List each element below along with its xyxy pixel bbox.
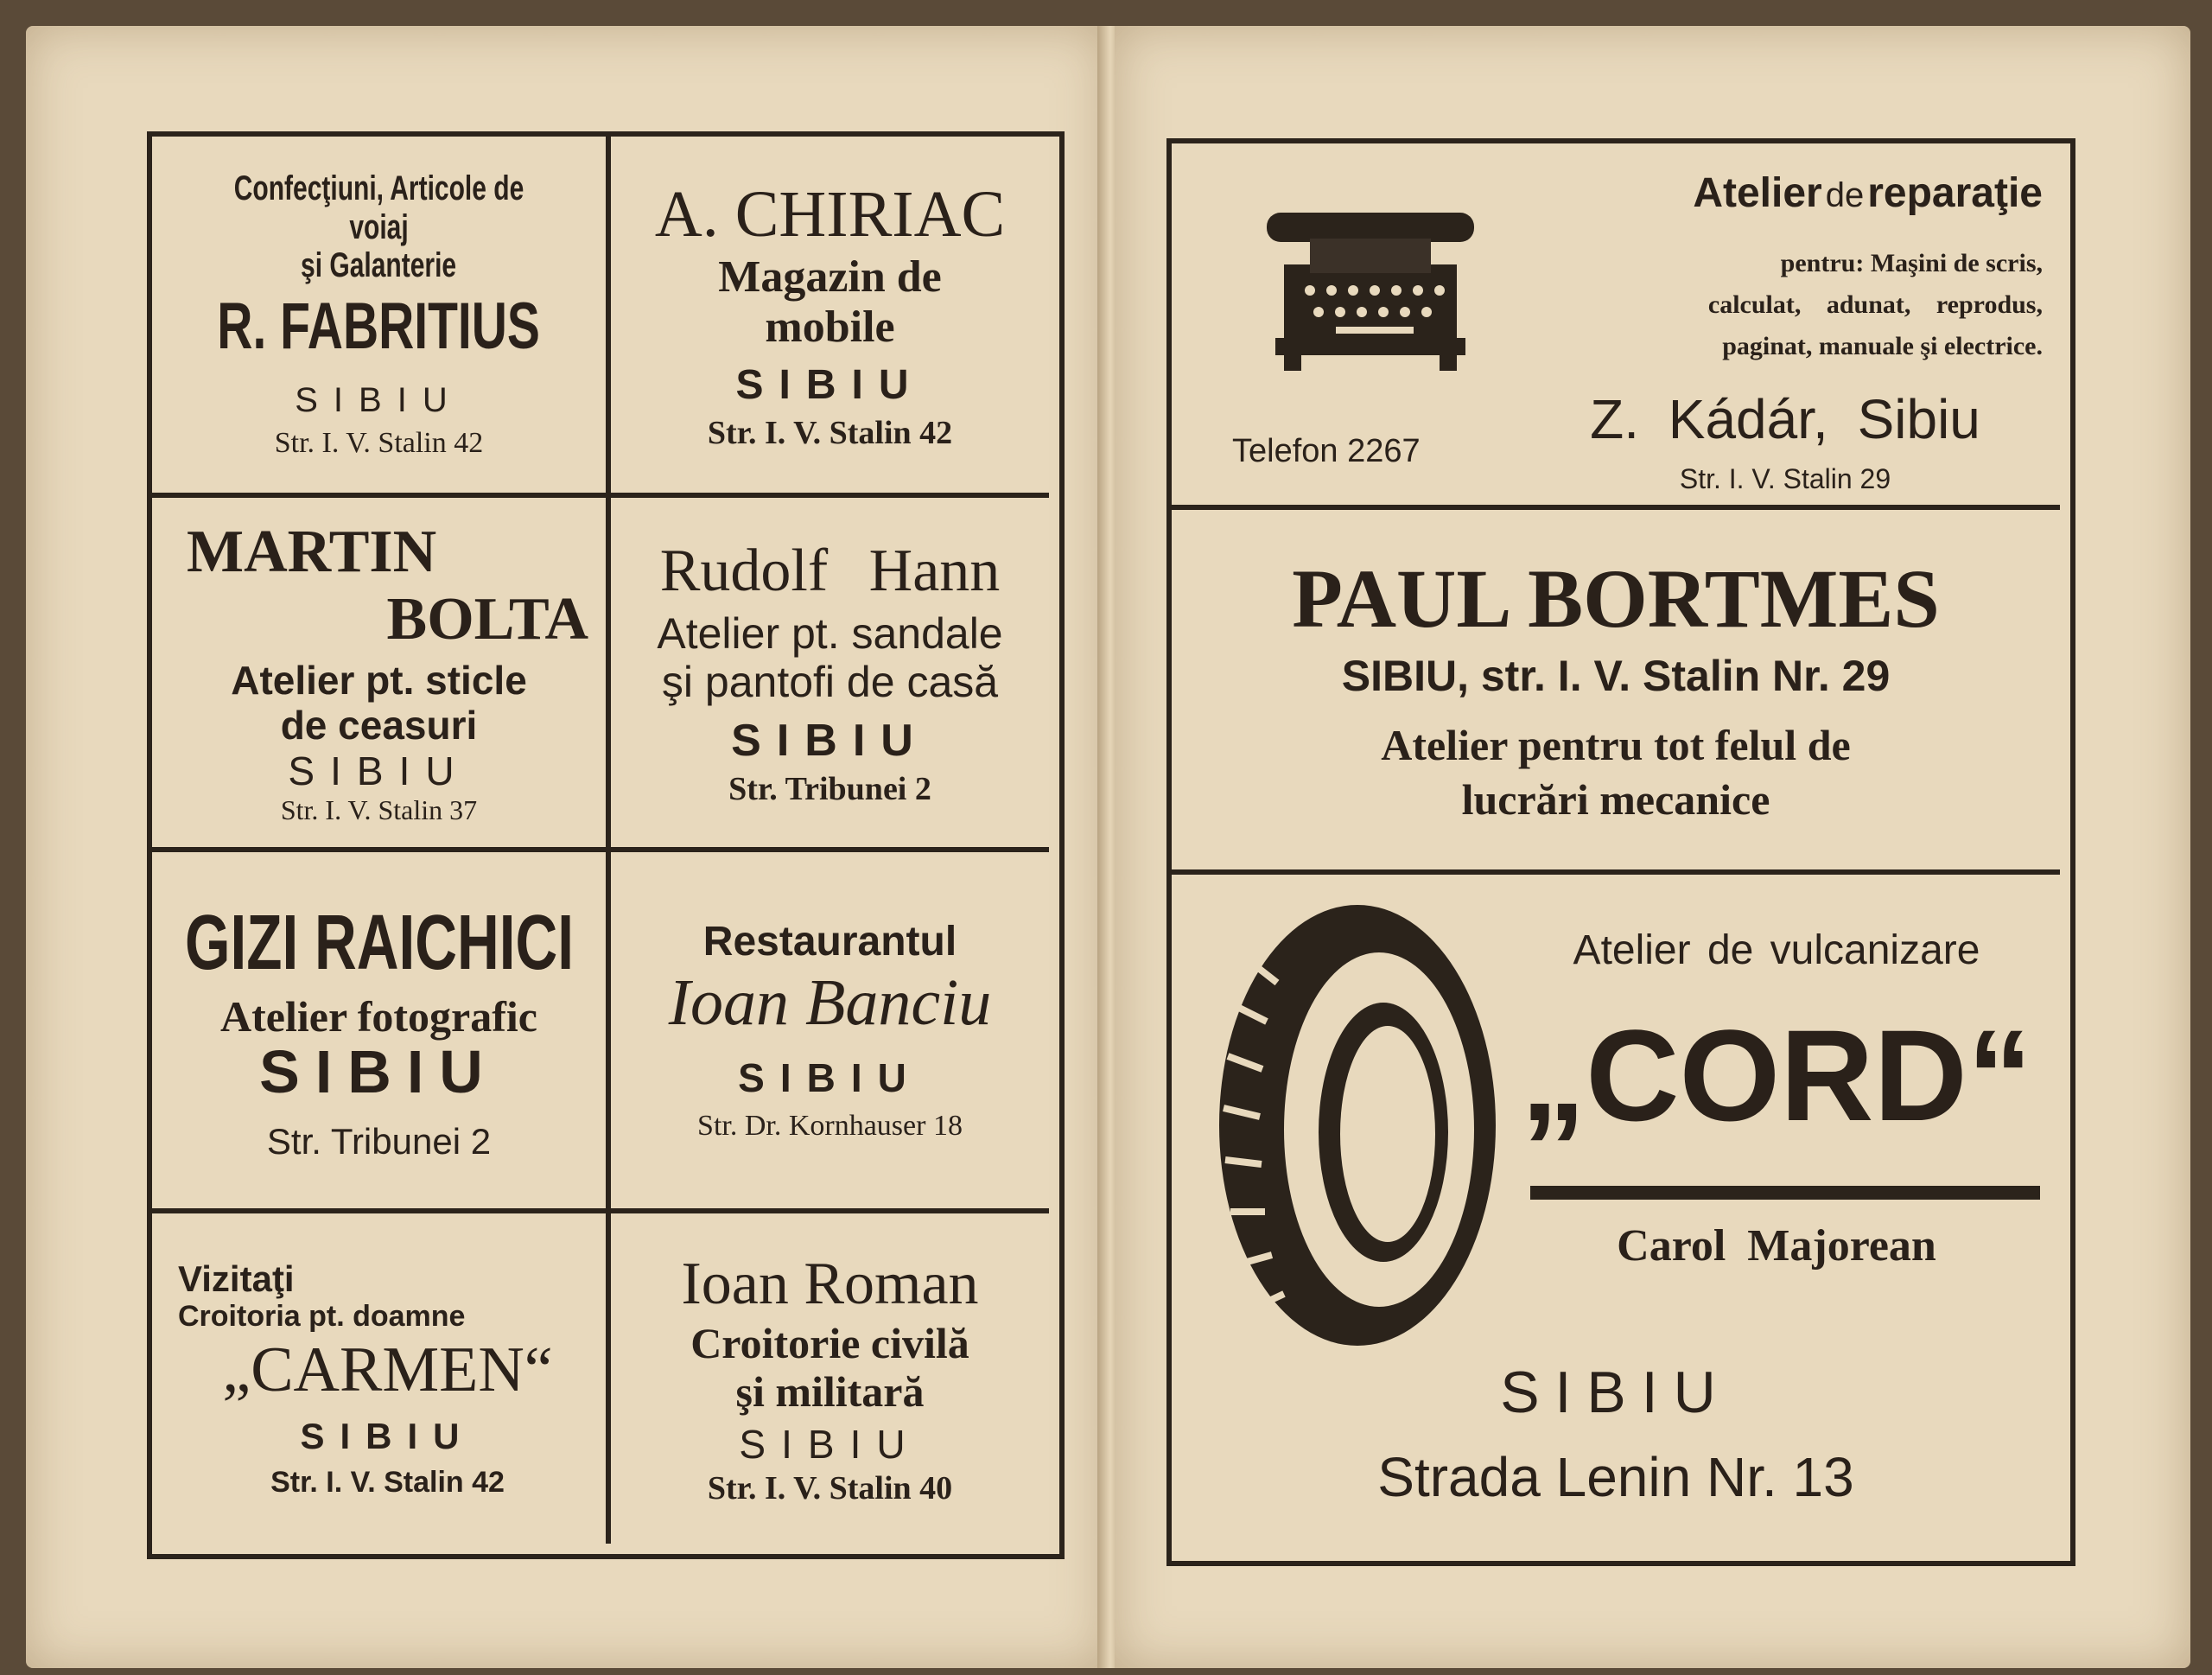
ad-hann <box>611 498 1049 847</box>
ad-tagline: Confecţiuni, Articole de voiaj <box>233 169 524 246</box>
ad-name: „CARMEN“ <box>222 1334 553 1405</box>
ad-address: Str. Tribunei 2 <box>266 1120 492 1162</box>
ad-address: SIBIU, str. I. V. Stalin Nr. 29 <box>1341 652 1891 701</box>
ad-title: Atelier de vulcanizare <box>1573 927 1980 973</box>
ad-address: Str. Dr. Kornhauser 18 <box>697 1110 963 1142</box>
ad-tagline: Vizitaţi <box>178 1258 295 1299</box>
ad-owner: Carol Majorean <box>1617 1221 1936 1271</box>
ad-address: Str. I. V. Stalin 29 <box>1679 463 1891 494</box>
ad-tagline: Restaurantul <box>702 919 957 965</box>
ad-name: MARTIN <box>187 518 437 585</box>
ad-bortmes <box>1172 510 2060 869</box>
ad-rule <box>1530 1186 2040 1200</box>
ad-line: Atelier pt. sticle <box>231 658 527 704</box>
ad-name: GIZI RAICHICI <box>184 899 574 986</box>
ad-address: Str. I. V. Stalin 42 <box>274 427 484 460</box>
ad-bolta <box>152 498 606 847</box>
ad-city: SIBIU <box>300 1415 475 1456</box>
ad-kadar <box>1172 143 2060 505</box>
ad-address: Str. I. V. Stalin 42 <box>270 1465 505 1499</box>
ad-city: SIBIU <box>735 362 925 409</box>
ad-line: Magazin de <box>718 252 942 302</box>
ad-line: Atelier fotografic <box>220 991 537 1041</box>
ad-city: SIBIU <box>731 716 929 766</box>
ad-city: SIBIU <box>739 1422 921 1467</box>
ad-name: A. CHIRIAC <box>654 177 1006 251</box>
ad-name: PAUL BORTMES <box>1292 551 1940 645</box>
tire-icon <box>1215 901 1500 1350</box>
ad-name: R. FABRITIUS <box>217 290 541 364</box>
ad-line: Atelier pt. sandale <box>657 609 1003 658</box>
ad-address: Str. I. V. Stalin 42 <box>707 415 953 452</box>
ad-description <box>1507 243 2043 367</box>
ad-line: Croitoria pt. doamne <box>178 1299 466 1333</box>
ad-name: Rudolf Hann <box>659 538 1001 604</box>
ad-line: şi militară <box>735 1367 925 1416</box>
ad-name: BOLTA <box>386 585 588 653</box>
ad-name: Z. Kádár, Sibiu <box>1590 388 1980 450</box>
ad-line: Atelier pentru tot felul de <box>1381 721 1851 770</box>
ad-name: Ioan Banciu <box>668 966 992 1039</box>
ad-tagline: şi Galanterie <box>301 246 457 285</box>
left-ad-grid <box>147 131 1065 1559</box>
ad-line: Croitorie civilă <box>690 1319 969 1367</box>
ad-cord <box>1172 875 2060 1551</box>
ad-line: şi pantofi de casă <box>661 658 999 706</box>
typewriter-icon <box>1249 187 1491 377</box>
ad-line: mobile <box>765 303 895 352</box>
ad-city: SIBIU <box>288 748 470 794</box>
ad-title-part: de <box>1825 176 1865 214</box>
ad-city: SIBIU <box>295 381 463 420</box>
ad-line: paginat, manuale şi electrice. <box>1722 332 2043 360</box>
ad-fabritius <box>152 137 606 493</box>
ad-address: Str. I. V. Stalin 37 <box>280 794 478 826</box>
ad-chiriac <box>611 137 1049 493</box>
ad-line: pentru: Maşini de scris, <box>1780 249 2043 277</box>
ad-banciu <box>611 852 1049 1208</box>
ad-roman <box>611 1213 1049 1544</box>
ad-address: Str. I. V. Stalin 40 <box>707 1470 953 1506</box>
ad-name: „CORD“ <box>1521 1003 2032 1148</box>
ad-title <box>1693 169 2043 217</box>
ad-line: de ceasuri <box>280 702 478 748</box>
ad-carmen <box>152 1213 606 1544</box>
ad-address: Strada Lenin Nr. 13 <box>1377 1446 1854 1508</box>
ad-phone: Telefon 2267 <box>1232 433 1421 469</box>
ad-title-part: Atelier <box>1693 170 1822 216</box>
right-ad-grid <box>1166 138 2075 1566</box>
ad-name: Ioan Roman <box>681 1251 979 1317</box>
ad-title-part: reparaţie <box>1867 170 2043 216</box>
ad-line: calculat, adunat, reprodus, <box>1707 290 2043 319</box>
ad-raichici <box>152 852 606 1208</box>
ad-city: SIBIU <box>738 1055 922 1100</box>
ad-city: SIBIU <box>1500 1360 1732 1425</box>
ad-line: lucrări mecanice <box>1461 774 1770 824</box>
ad-city: SIBIU <box>259 1037 499 1105</box>
ad-address: Str. Tribunei 2 <box>728 771 931 807</box>
